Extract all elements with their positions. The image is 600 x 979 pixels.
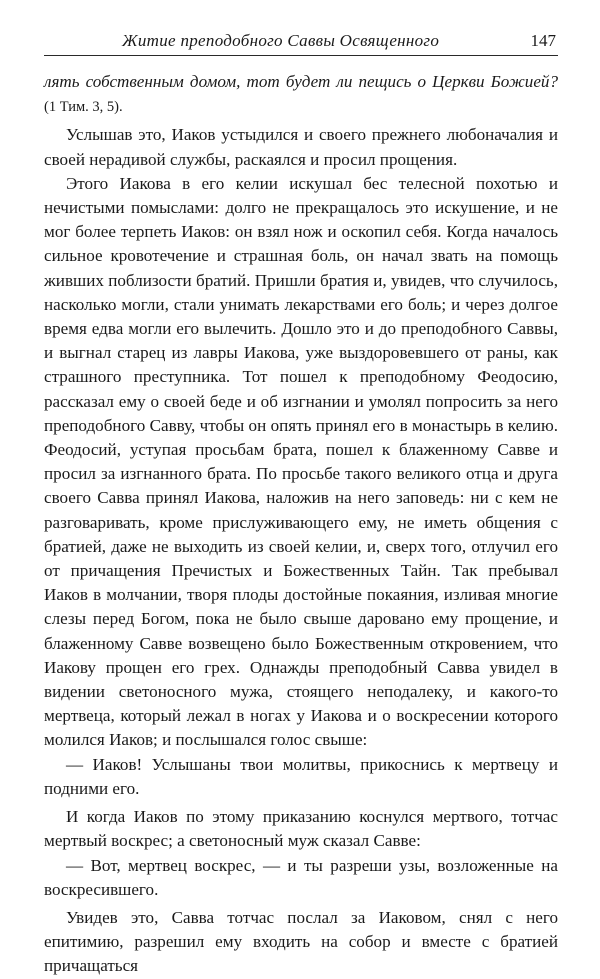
paragraph-continuation (44, 70, 558, 119)
paragraph: И когда Иаков по этому приказанию коснулся мертвого, тотчас мертвый воскрес; а светоносный муж сказал Савве: (44, 807, 558, 851)
running-header (44, 30, 558, 54)
scripture-quote: лять собственным домом, тот будет ли пещись о Церкви Божией? (44, 72, 558, 91)
page-number: 147 (530, 31, 556, 50)
paragraph-dialogue: — Иаков! Услышаны твои молитвы, прикоснись к мертвецу и подними его. (44, 754, 558, 798)
paragraph: Увидев это, Савва тотчас послал за Иаковом, снял с него епитимию, разрешил ему входить на собор и вместе с братией причащаться (44, 907, 558, 976)
body-text (44, 70, 558, 979)
scripture-reference: (1 Тим. 3, 5). (44, 99, 123, 116)
paragraph-dialogue: — Вот, мертвец воскрес, — и ты разреши узы, возложенные на воскресившего. (44, 855, 558, 899)
paragraph: Услышав это, Иаков устыдился и своего прежнего любоначалия и своей нерадивой службы, раскаялся и просил прощения. (44, 125, 558, 169)
paragraph: Этого Иакова в его келии искушал бес телесной похотью и нечистыми помыслами: долго не прекращалось это искушение, и не мог более терпеть Иаков: он взял нож и оскопил себя. Когда началось сильное кровотечение и страшная боль, он начал звать на помощь живших поблизости братий. Пришли братия и, увидев, что случилось, насколько могли, стали унимать лекарствами его боль; и через долгое время едва могли его вылечить. Дошло это и до преподобного Саввы, и выгнал старец из лавры Иакова, уже выздоровевшего от раны, как страшного преступника. Тот пошел к преподобному Феодосию, рассказал ему о своей беде и об изгнании и умолял попросить за него преподобного Савву, чтобы он опять принял его в монастырь в келию. Феодосий, уступая просьбам брата, пошел к блаженному Савве и просил за изгнанного брата. По просьбе такого великого отца и друга своего Савва принял Иакова, наложив на него заповедь: ни с кем не разговаривать, кроме прислуживающего ему, не иметь общения с братией, даже не выходить из своей келии, и, сверх того, отлучил его от причащения Пречистых и Божественных Тайн. Так пребывал Иаков в молчании, творя плоды достойные покаяния, изливая многие слезы перед Богом, пока не было свыше даровано ему прощение, и блаженному Савве возвещено было Божественным откровением, что Иакову прощен его грех. Однажды преподобный Савва увидел в видении светоносного мужа, стоящего неподалеку, и какого-то мертвеца, который лежал в ногах у Иакова и о воскресении которого молился Иаков; и послышался голос свыше: (44, 173, 558, 750)
header-rule (44, 55, 558, 56)
running-title: Житие преподобного Саввы Освященного (122, 31, 440, 50)
